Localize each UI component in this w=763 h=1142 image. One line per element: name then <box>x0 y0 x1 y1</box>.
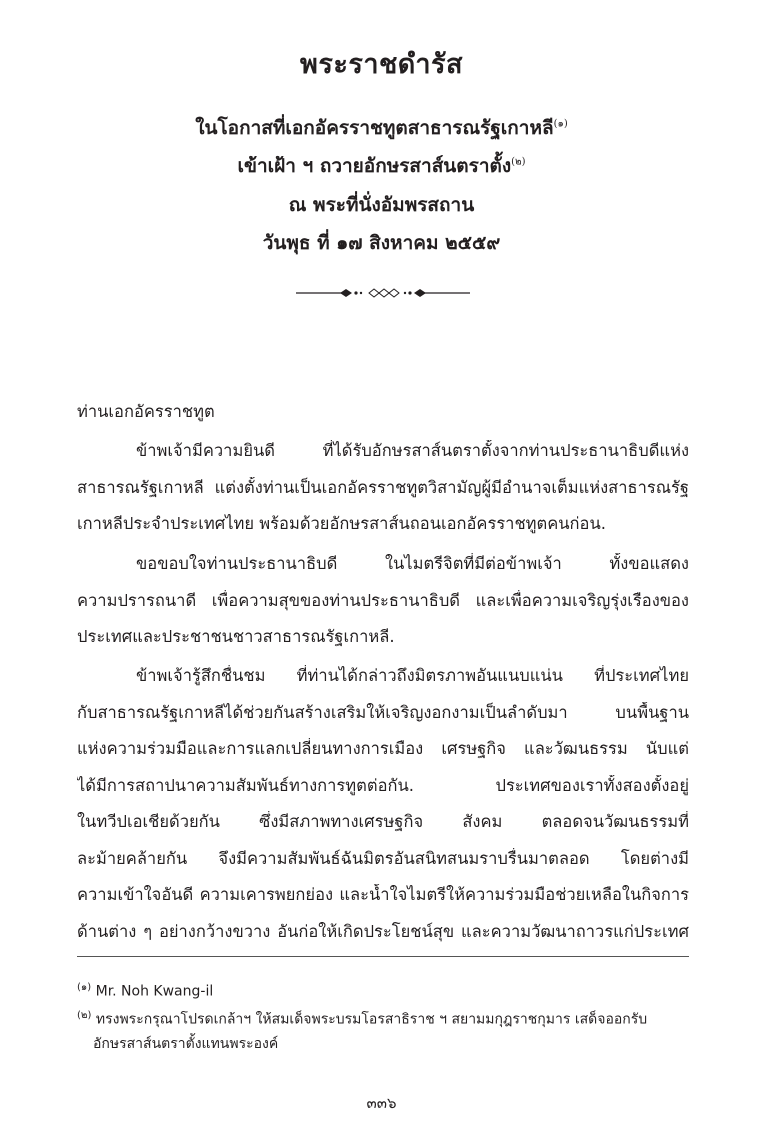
footnote-1-marker: (๑) <box>77 982 92 993</box>
body-line: ในทวีปเอเชียด้วยกัน ซึ่งมีสภาพทางเศรษฐกิจ สังคม ตลอดจนวัฒนธรรมที่ <box>77 812 689 831</box>
body-line: ละม้ายคล้ายกัน จึงมีความสัมพันธ์ฉันมิตรอันสนิทสนมราบรื่นมาตลอด โดยต่างมี <box>77 849 689 868</box>
page-title: พระราชดำรัส <box>300 49 463 80</box>
footnote-2-marker: (๒) <box>77 1010 92 1021</box>
footnote-2-text-line2: อักษรสาส์นตราตั้งแทนพระองค์ <box>93 1035 279 1052</box>
salutation: ท่านเอกอัครราชทูต <box>77 402 215 421</box>
body-line: เกาหลีประจำประเทศไทย พร้อมด้วยอักษรสาส์นถอนเอกอัครราชทูตคนก่อน. <box>77 514 606 533</box>
body-line: ข้าพเจ้ารู้สึกชื่นชม ที่ท่านได้กล่าวถึงมิตรภาพอันแนบแน่น ที่ประเทศไทย <box>136 666 689 685</box>
page-number: ๓๓๖ <box>366 1094 397 1112</box>
footnote-separator <box>77 956 689 957</box>
body-line: กับสาธารณรัฐเกาหลีได้ช่วยกันสร้างเสริมให้เจริญงอกงามเป็นลำดับมา บนพื้นฐาน <box>77 703 689 722</box>
body-line: ขอขอบใจท่านประธานาธิบดี ในไมตรีจิตที่มีต่อข้าพเจ้า ทั้งขอแสดง <box>136 554 689 573</box>
footnote-1-text: Mr. Noh Kwang-il <box>95 983 214 1000</box>
subtitle-venue: ณ พระที่นั่งอัมพรสถาน <box>288 194 475 216</box>
subtitle-date: วันพุธ ที่ ๑๗ สิงหาคม ๒๕๕๙ <box>262 232 501 254</box>
body-line: แห่งความร่วมมือและการแลกเปลี่ยนทางการเมือง เศรษฐกิจ และวัฒนธรรม นับแต่ <box>77 739 689 758</box>
ornament-divider <box>296 286 470 300</box>
subtitle-audience <box>0 151 763 181</box>
body-line: ความเข้าใจอันดี ความเคารพยกย่อง และน้ำใจไมตรีให้ความร่วมมือช่วยเหลือในกิจการ <box>77 885 689 904</box>
subtitle-occasion <box>0 113 763 143</box>
subtitle-occasion-text: ในโอกาสที่เอกอัครราชทูตสาธารณรัฐเกาหลี <box>195 117 554 139</box>
footnote-ref-2: (๒) <box>511 156 526 168</box>
body-line: ได้มีการสถาปนาความสัมพันธ์ทางการทูตต่อกัน. ประเทศของเราทั้งสองตั้งอยู่ <box>77 776 689 795</box>
footnote-1 <box>77 978 689 1002</box>
body-line: ประเทศและประชาชนชาวสาธารณรัฐเกาหลี. <box>77 627 395 646</box>
footnote-2 <box>77 1006 689 1054</box>
body-line: ความปรารถนาดี เพื่อความสุขของท่านประธานาธิบดี และเพื่อความเจริญรุ่งเรืองของ <box>77 591 689 610</box>
footnote-ref-1: (๑) <box>553 118 568 130</box>
footnote-2-text-line1: ทรงพระกรุณาโปรดเกล้าฯ ให้สมเด็จพระบรมโอรสาธิราช ฯ สยามมกุฎราชกุมาร เสด็จออกรับ <box>95 1011 648 1028</box>
body-line: ข้าพเจ้ามีความยินดี ที่ได้รับอักษรสาส์นตราตั้งจากท่านประธานาธิบดีแห่ง <box>136 441 689 460</box>
subtitle-audience-text: เข้าเฝ้า ฯ ถวายอักษรสาส์นตราตั้ง <box>237 155 512 177</box>
body-line: สาธารณรัฐเกาหลี แต่งตั้งท่านเป็นเอกอัครราชทูตวิสามัญผู้มีอำนาจเต็มแห่งสาธารณรัฐ <box>77 478 689 497</box>
body-line: ด้านต่าง ๆ อย่างกว้างขวาง อันก่อให้เกิดประโยชน์สุข และความวัฒนาถาวรแก่ประเทศ <box>77 922 689 941</box>
